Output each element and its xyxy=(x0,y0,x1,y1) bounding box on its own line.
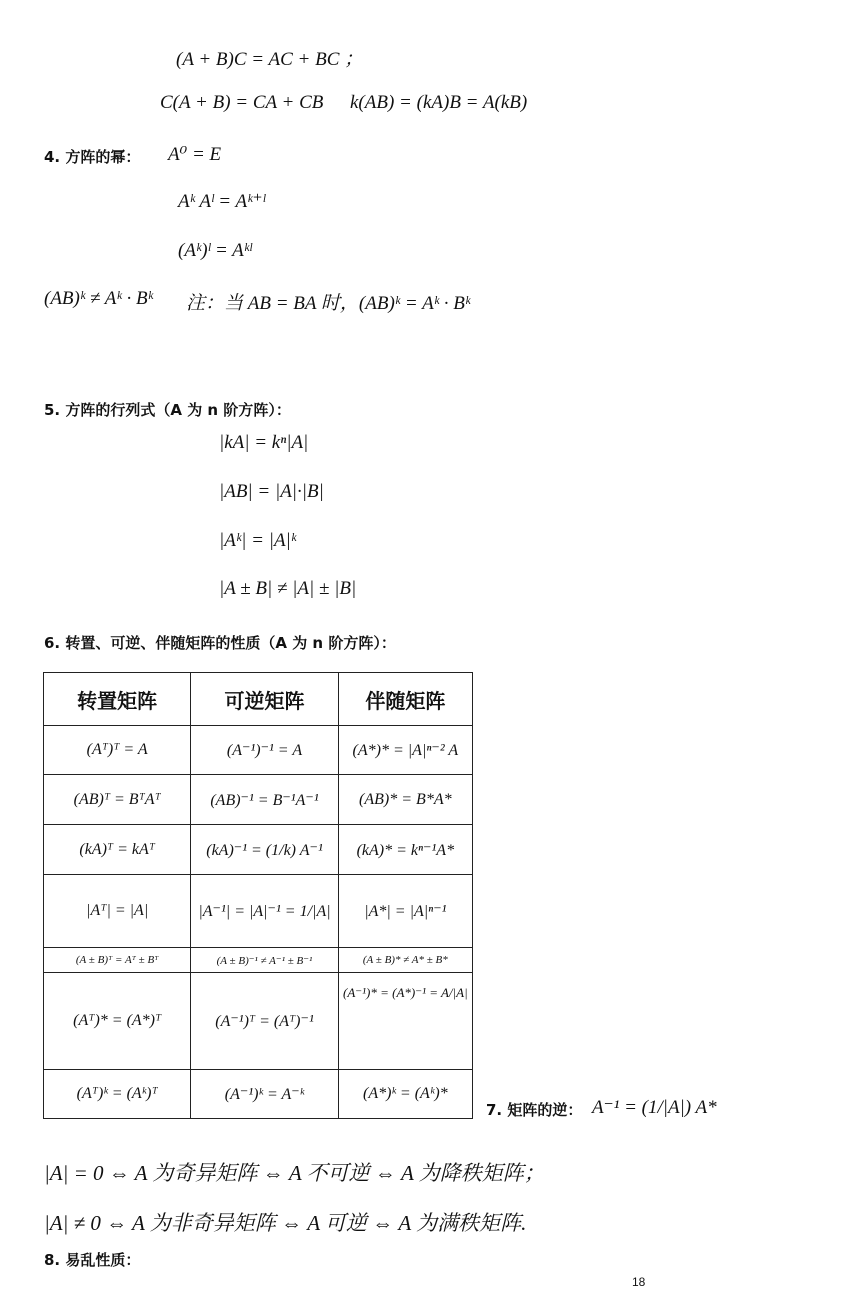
table-cell: (Aᵀ)ᵀ = A xyxy=(44,726,191,775)
table-cell: (A⁻¹)ᵏ = A⁻ᵏ xyxy=(191,1070,338,1119)
equivalence-singular: |A| = 0 ⇔ A 为奇异矩阵 ⇔ A 不可逆 ⇔ A 为降秩矩阵； xyxy=(44,1161,545,1185)
section-5-heading: 5. 方阵的行列式（A 为 n 阶方阵）： xyxy=(44,401,291,419)
table-cell: (A ± B)⁻¹ ≠ A⁻¹ ± B⁻¹ xyxy=(191,948,338,973)
header-adjugate: 伴随矩阵 xyxy=(338,673,472,726)
formula-product-power-inequality: (AB)ᵏ ≠ Aᵏ · Bᵏ xyxy=(44,288,153,309)
table-cell: (A*)* = |A|ⁿ⁻² A xyxy=(338,726,472,775)
matrix-properties-table xyxy=(43,672,473,1119)
table-cell: (Aᵀ)* = (A*)ᵀ xyxy=(44,973,191,1070)
section-8-heading: 8. 易乱性质： xyxy=(44,1251,141,1269)
formula-det-scalar: |kA| = kⁿ|A| xyxy=(219,432,309,453)
table-cell: (kA)⁻¹ = (1/k) A⁻¹ xyxy=(191,825,338,875)
table-cell: (Aᵀ)ᵏ = (Aᵏ)ᵀ xyxy=(44,1070,191,1119)
table-cell: (A⁻¹)ᵀ = (Aᵀ)⁻¹ xyxy=(191,973,338,1070)
page-number: 18 xyxy=(632,1275,646,1289)
section-7-heading: 7. 矩阵的逆： xyxy=(486,1101,583,1119)
table-row xyxy=(44,775,473,825)
table-row xyxy=(44,973,473,1070)
formula-distributive-right: (A + B)C = AC + BC ； xyxy=(176,49,364,70)
table-cell: |Aᵀ| = |A| xyxy=(44,875,191,948)
table-cell: (kA)* = kⁿ⁻¹A* xyxy=(338,825,472,875)
formula-inverse: A⁻¹ = (1/|A|) A* xyxy=(592,1097,717,1118)
formula-power-of-power: (Aᵏ)ˡ = Aᵏˡ xyxy=(178,240,252,261)
header-inverse: 可逆矩阵 xyxy=(191,673,338,726)
formula-det-sum-inequality: |A ± B| ≠ |A| ± |B| xyxy=(219,578,357,599)
table-cell: (AB)* = B*A* xyxy=(338,775,472,825)
table-row xyxy=(44,726,473,775)
table-row xyxy=(44,1070,473,1119)
table-row xyxy=(44,948,473,973)
formula-det-power: |Aᵏ| = |A|ᵏ xyxy=(219,530,297,551)
table-cell: (A ± B)ᵀ = Aᵀ ± Bᵀ xyxy=(44,948,191,973)
table-cell: (AB)⁻¹ = B⁻¹A⁻¹ xyxy=(191,775,338,825)
table-cell: (A⁻¹)⁻¹ = A xyxy=(191,726,338,775)
table-cell: |A*| = |A|ⁿ⁻¹ xyxy=(338,875,472,948)
equivalence-nonsingular: |A| ≠ 0 ⇔ A 为非奇异矩阵 ⇔ A 可逆 ⇔ A 为满秩矩阵. xyxy=(44,1211,527,1235)
header-transpose: 转置矩阵 xyxy=(44,673,191,726)
formula-distributive-left: C(A + B) = CA + CB xyxy=(160,92,324,113)
section-6-heading: 6. 转置、可逆、伴随矩阵的性质（A 为 n 阶方阵）： xyxy=(44,634,396,652)
formula-det-product: |AB| = |A|·|B| xyxy=(219,481,324,502)
table-row xyxy=(44,825,473,875)
table-cell: (AB)ᵀ = BᵀAᵀ xyxy=(44,775,191,825)
table-cell: (A⁻¹)* = (A*)⁻¹ = A/|A| xyxy=(338,973,472,1070)
table-cell: (A*)ᵏ = (Aᵏ)* xyxy=(338,1070,472,1119)
table-row xyxy=(44,875,473,948)
table-cell: |A⁻¹| = |A|⁻¹ = 1/|A| xyxy=(191,875,338,948)
formula-scalar-associative: k(AB) = (kA)B = A(kB) xyxy=(350,92,528,113)
section-4-heading: 4. 方阵的幂： xyxy=(44,148,141,166)
table-cell: (A ± B)* ≠ A* ± B* xyxy=(338,948,472,973)
formula-power-product: Aᵏ Aˡ = Aᵏ⁺ˡ xyxy=(178,191,266,212)
table-cell: (kA)ᵀ = kAᵀ xyxy=(44,825,191,875)
formula-power-zero: A⁰ = E xyxy=(168,144,222,165)
table-header-row xyxy=(44,673,473,726)
note-commuting-case: 注：当 AB = BA 时，(AB)ᵏ = Aᵏ · Bᵏ xyxy=(186,293,471,314)
